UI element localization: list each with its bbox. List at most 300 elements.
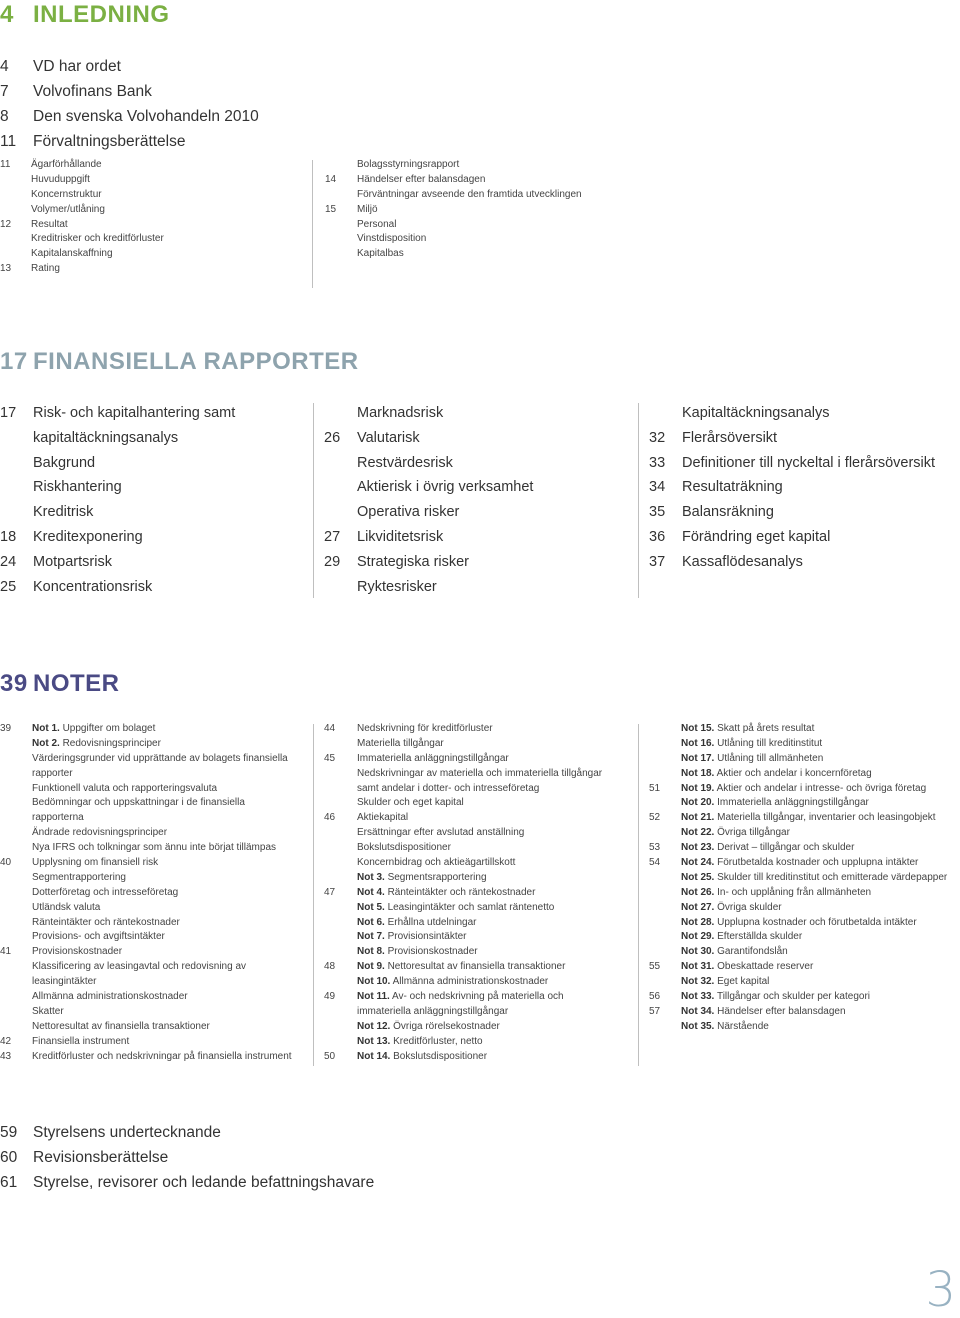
toc-item (0, 782, 310, 797)
toc-label: Motpartsrisk (33, 553, 112, 570)
toc-label (357, 841, 451, 856)
section-heading-noter (0, 670, 120, 698)
note-title: Segmentrapportering (32, 871, 126, 883)
toc-item (324, 945, 634, 960)
toc-page-number: 39 (0, 723, 12, 734)
note-title: Aktiekapital (357, 812, 409, 824)
toc-item (325, 218, 645, 233)
note-title: Kreditrisker och kreditförluster (31, 233, 164, 245)
toc-item (324, 1020, 634, 1035)
toc-page-number: 4 (0, 58, 9, 75)
toc-label (357, 826, 524, 841)
toc-item (649, 871, 960, 886)
toc-label (357, 767, 602, 782)
toc-label (32, 1050, 292, 1065)
toc-label: Riskhantering (33, 479, 122, 496)
toc-item (324, 500, 634, 525)
toc-item (0, 129, 186, 154)
note-title: Huvuduppgift (31, 173, 90, 185)
toc-label (32, 990, 188, 1005)
column-divider (313, 403, 314, 598)
toc-page-number: 18 (0, 528, 17, 545)
toc-label (681, 990, 870, 1005)
toc-label: Strategiska risker (357, 553, 470, 570)
toc-item (325, 203, 645, 218)
toc-item (649, 990, 960, 1005)
toc-item (0, 1005, 310, 1020)
toc-item (0, 550, 310, 575)
toc-page-number: 51 (649, 782, 661, 794)
toc-label (32, 975, 96, 990)
toc-label: Flerårsöversikt (682, 429, 778, 446)
toc-page-number: 44 (324, 723, 336, 734)
note-title: Erhållna utdelningar (387, 916, 477, 928)
toc-item (324, 426, 634, 451)
toc-page-number: 13 (0, 263, 12, 275)
toc-item (0, 525, 310, 550)
note-number: Not 23. (681, 842, 715, 854)
toc-label (357, 886, 535, 901)
toc-page-number: 25 (0, 578, 17, 595)
toc-label: kapitaltäckningsanalys (33, 429, 179, 446)
toc-label (32, 856, 158, 871)
toc-label (681, 826, 790, 841)
toc-page-number: 14 (325, 173, 337, 185)
toc-page-number: 41 (0, 946, 12, 958)
note-number: Not 14. (357, 1050, 391, 1062)
note-title: Övriga skulder (717, 901, 782, 913)
toc-label (357, 158, 459, 173)
toc-label (357, 960, 565, 975)
note-number: Not 10. (357, 976, 391, 988)
note-title: Materiella tillgångar (357, 737, 444, 749)
toc-label (681, 1020, 769, 1035)
note-number: Not 26. (681, 886, 715, 898)
toc-item (649, 722, 960, 737)
toc-item (324, 916, 634, 931)
toc-item (324, 401, 634, 426)
toc-label (357, 173, 485, 188)
toc-item (649, 401, 960, 426)
toc-page-number: 36 (649, 528, 666, 545)
note-title: Redovisningsprinciper (62, 737, 161, 749)
toc-label (32, 782, 217, 797)
toc-item (649, 930, 960, 945)
toc-page-number: 48 (324, 961, 336, 973)
toc-item (325, 232, 645, 247)
toc-label (681, 796, 869, 811)
column-divider (312, 160, 313, 288)
note-title: Vinstdisposition (357, 233, 427, 245)
toc-page-number: 40 (0, 857, 12, 869)
toc-label: Resultaträkning (682, 479, 783, 496)
toc-label: Volvofinans Bank (33, 83, 152, 100)
toc-item (324, 451, 634, 476)
note-title: Provisionsintäkter (387, 931, 467, 943)
note-title: rapporter (32, 767, 73, 779)
note-title: Materiella tillgångar, inventarier och leasingobjekt (717, 812, 936, 824)
toc-label: Kapitaltäckningsanalys (682, 405, 830, 421)
toc-label (32, 767, 73, 782)
toc-item (0, 990, 310, 1005)
toc-item (649, 500, 960, 525)
toc-label (32, 811, 84, 826)
toc-label: Marknadsrisk (357, 405, 444, 421)
toc-item (0, 79, 152, 104)
note-title: Upplupna kostnader och förutbetalda intäkter (717, 916, 917, 928)
toc-label (681, 811, 936, 826)
toc-label (681, 782, 926, 797)
toc-label (357, 1035, 483, 1050)
toc-item (0, 232, 310, 247)
note-number: Not 3. (357, 871, 385, 883)
toc-label (32, 871, 126, 886)
note-title: rapporterna (32, 812, 84, 824)
toc-label: Revisionsberättelse (33, 1149, 169, 1166)
note-number: Not 22. (681, 827, 715, 839)
toc-item (0, 796, 310, 811)
toc-label (681, 1005, 846, 1020)
toc-page-number: 60 (0, 1149, 18, 1166)
note-title: Ägarförhållande (31, 159, 102, 170)
toc-item (0, 886, 310, 901)
note-title: Av- och nedskrivning på materiella och (392, 991, 564, 1003)
toc-label: Risk- och kapitalhantering samt (33, 405, 236, 421)
toc-item (0, 218, 310, 233)
note-title: Kapitalbas (357, 248, 404, 260)
note-title: Klassificering av leasingavtal och redovisning av (32, 961, 247, 973)
toc-item (0, 500, 310, 525)
toc-label (681, 916, 917, 931)
toc-item (0, 856, 310, 871)
note-number: Not 11. (357, 991, 390, 1003)
toc-item (325, 188, 645, 203)
note-title: Volymer/utlåning (31, 203, 105, 215)
toc-item (0, 930, 310, 945)
note-number: Not 16. (681, 737, 715, 749)
noter-column-1 (0, 722, 310, 1064)
note-title: Provisions- och avgiftsintäkter (32, 931, 165, 943)
note-title: Bokslutsdispositioner (393, 1050, 488, 1062)
toc-item (0, 1050, 310, 1065)
toc-item (649, 767, 960, 782)
note-title: Upplysning om finansiell risk (32, 857, 159, 869)
toc-item (0, 722, 310, 737)
note-number: Not 18. (681, 767, 715, 779)
toc-item (0, 54, 121, 79)
note-title: Händelser efter balansdagen (357, 173, 486, 185)
note-number: Not 1. (32, 723, 60, 734)
noter-column-2 (324, 722, 634, 1064)
toc-item (0, 975, 310, 990)
toc-item (0, 945, 310, 960)
toc-label (681, 975, 769, 990)
toc-item (649, 811, 960, 826)
toc-page-number: 34 (649, 479, 666, 496)
toc-label (357, 232, 426, 247)
toc-item (649, 525, 960, 550)
toc-item (324, 975, 634, 990)
note-title: Segmentsrapportering (387, 871, 487, 883)
note-title: Eget kapital (717, 976, 770, 988)
toc-item (0, 767, 310, 782)
column-divider (638, 724, 639, 1066)
finansiella-column-1 (0, 401, 310, 599)
toc-item (324, 767, 634, 782)
note-title: Koncernbidrag och aktieägartillskott (357, 857, 516, 869)
note-title: Provisionskostnader (32, 946, 123, 958)
finansiella-column-3 (649, 401, 960, 575)
toc-item (324, 550, 634, 575)
toc-label (32, 1020, 210, 1035)
note-number: Not 9. (357, 961, 385, 973)
toc-item (649, 550, 960, 575)
note-title: Ränteintäkter och räntekostnader (387, 886, 536, 898)
toc-label (681, 856, 918, 871)
toc-item (325, 173, 645, 188)
toc-item (0, 1035, 310, 1050)
toc-label: Kassaflödesanalys (682, 553, 803, 570)
note-number: Not 28. (681, 916, 715, 928)
note-title: Skulder till kreditinstitut och emitterade värdepapper (717, 871, 948, 883)
note-number: Not 24. (681, 857, 715, 869)
section-page-number: 17 (0, 348, 28, 375)
toc-label (681, 737, 822, 752)
note-title: Personal (357, 218, 397, 230)
section-title: INLEDNING (33, 1, 170, 28)
toc-item (0, 575, 310, 600)
note-number: Not 33. (681, 991, 715, 1003)
toc-item (324, 841, 634, 856)
toc-label (357, 901, 554, 916)
note-title: Efterställda skulder (717, 931, 803, 943)
note-title: Nya IFRS och tolkningar som ännu inte börjat tillämpas (32, 842, 277, 854)
note-title: Värderingsgrunder vid upprättande av bolagets finansiella (32, 752, 288, 764)
toc-item (649, 1020, 960, 1035)
toc-label (31, 218, 68, 233)
toc-label: Definitioner till nyckeltal i flerårsöversikt (682, 454, 936, 471)
note-title: Övriga tillgångar (717, 827, 790, 839)
note-title: Aktier och andelar i koncernföretag (716, 767, 872, 779)
note-title: Tillgångar och skulder per kategori (716, 991, 870, 1003)
note-title: Kreditförluster, netto (393, 1035, 483, 1047)
toc-item (0, 426, 310, 451)
note-number: Not 31. (681, 961, 715, 973)
note-title: immateriella anläggningstillgångar (357, 1005, 509, 1017)
toc-label: Förändring eget kapital (682, 528, 831, 545)
toc-label: Koncentrationsrisk (33, 578, 153, 595)
toc-item (649, 451, 960, 476)
toc-label (357, 188, 582, 203)
toc-label (32, 930, 165, 945)
toc-page-number: 53 (649, 842, 661, 854)
note-title: In- och upplåning från allmänheten (717, 886, 872, 898)
toc-label: Valutarisk (357, 429, 420, 446)
toc-item (324, 886, 634, 901)
toc-label: Ryktesrisker (357, 578, 437, 595)
note-title: Utländsk valuta (32, 901, 101, 913)
toc-item (0, 451, 310, 476)
toc-label: Styrelsens undertecknande (33, 1124, 221, 1141)
toc-item (649, 960, 960, 975)
toc-item (0, 158, 310, 173)
toc-item (0, 104, 259, 129)
toc-page-number: 11 (0, 133, 17, 150)
toc-page-number: 27 (324, 528, 341, 545)
toc-label: Restvärdesrisk (357, 454, 453, 471)
toc-item (324, 901, 634, 916)
toc-label (357, 930, 466, 945)
note-title: Utlåning till kreditinstitut (717, 737, 823, 749)
page-number: 3 (925, 1262, 956, 1318)
toc-label: Styrelse, revisorer och ledande befattningshavare (33, 1174, 375, 1191)
note-title: Förväntningar avseende den framtida utvecklingen (357, 188, 582, 200)
note-title: Nedskrivningar av materiella och immateriella tillgångar (357, 767, 603, 779)
toc-item (649, 841, 960, 856)
toc-label (31, 188, 102, 203)
toc-page-number: 12 (0, 218, 12, 230)
toc-label (681, 930, 802, 945)
toc-label (32, 722, 155, 737)
toc-item (0, 901, 310, 916)
toc-page-number: 49 (324, 991, 336, 1003)
toc-page-number: 37 (649, 553, 666, 570)
inledning-sub-list-right (325, 158, 645, 262)
toc-label (357, 722, 493, 737)
toc-label: Kreditrisk (33, 504, 94, 521)
toc-label: Aktierisk i övrig verksamhet (357, 479, 534, 496)
toc-item (324, 990, 634, 1005)
toc-item (0, 737, 310, 752)
toc-page-number: 24 (0, 553, 17, 570)
note-title: Skatt på årets resultat (717, 723, 815, 734)
toc-item (324, 871, 634, 886)
note-number: Not 30. (681, 946, 715, 958)
toc-page-number: 33 (649, 454, 666, 471)
toc-label (681, 886, 871, 901)
note-title: Rating (31, 263, 60, 275)
section-page-number: 39 (0, 670, 28, 697)
toc-label (681, 752, 823, 767)
note-title: Dotterföretag och intresseföretag (32, 886, 179, 898)
toc-label (357, 218, 396, 233)
note-title: Aktier och andelar i intresse- och övriga företag (716, 782, 927, 794)
note-number: Not 34. (681, 1005, 715, 1017)
toc-page-number: 15 (325, 203, 337, 215)
toc-label (681, 871, 947, 886)
toc-label (357, 811, 408, 826)
noter-column-3 (649, 722, 960, 1035)
note-number: Not 2. (32, 737, 60, 749)
note-title: Funktionell valuta och rapporteringsvaluta (32, 782, 218, 794)
toc-page-number: 32 (649, 429, 666, 446)
toc-item (324, 826, 634, 841)
toc-item (649, 975, 960, 990)
note-number: Not 5. (357, 901, 385, 913)
toc-item (324, 475, 634, 500)
toc-item (0, 1145, 168, 1170)
toc-item (324, 782, 634, 797)
section-title: NOTER (33, 670, 120, 697)
toc-page-number: 43 (0, 1050, 12, 1062)
finansiella-column-2 (324, 401, 634, 599)
note-title: Provisionskostnader (387, 946, 478, 958)
section-heading-finansiella (0, 348, 359, 376)
toc-item (0, 871, 310, 886)
toc-item (0, 475, 310, 500)
toc-label (32, 901, 100, 916)
toc-label: Kreditexponering (33, 528, 143, 545)
note-title: Immateriella anläggningstillgångar (717, 797, 869, 809)
toc-page-number: 42 (0, 1035, 12, 1047)
toc-item (325, 247, 645, 262)
note-title: Ändrade redovisningsprinciper (32, 827, 168, 839)
toc-page-number: 7 (0, 83, 9, 100)
toc-item (324, 856, 634, 871)
toc-label (681, 841, 854, 856)
note-title: Finansiella instrument (32, 1035, 130, 1047)
toc-page-number: 57 (649, 1005, 661, 1017)
toc-label (357, 856, 515, 871)
note-number: Not 20. (681, 797, 715, 809)
note-number: Not 21. (681, 812, 715, 824)
note-title: Utlåning till allmänheten (717, 752, 824, 764)
toc-label (32, 960, 246, 975)
toc-item (649, 752, 960, 767)
toc-label (357, 247, 404, 262)
note-number: Not 27. (681, 901, 715, 913)
toc-page-number: 11 (0, 159, 11, 170)
toc-item (649, 782, 960, 797)
toc-label (681, 767, 872, 782)
toc-page-number: 52 (649, 812, 661, 824)
toc-label: Den svenska Volvohandeln 2010 (33, 108, 259, 125)
toc-label (357, 782, 539, 797)
toc-item (649, 1005, 960, 1020)
toc-item (0, 188, 310, 203)
toc-label (32, 796, 245, 811)
note-number: Not 7. (357, 931, 385, 943)
toc-item (0, 916, 310, 931)
toc-item (324, 930, 634, 945)
toc-label (681, 901, 782, 916)
note-number: Not 15. (681, 723, 715, 734)
note-title: Skatter (32, 1005, 64, 1017)
note-number: Not 12. (357, 1020, 391, 1032)
inledning-sub-list-left (0, 158, 310, 277)
note-title: Kapitalanskaffning (31, 248, 113, 260)
note-title: Garantifondslån (717, 946, 788, 958)
toc-page-number: 29 (324, 553, 341, 570)
section-title: FINANSIELLA RAPPORTER (33, 348, 359, 375)
note-title: Närstående (717, 1020, 769, 1032)
toc-item (324, 1035, 634, 1050)
toc-label (357, 916, 477, 931)
note-title: Övriga rörelsekostnader (393, 1020, 500, 1032)
toc-page-number: 45 (324, 752, 336, 764)
toc-item (649, 426, 960, 451)
toc-item (325, 158, 645, 173)
toc-item (649, 945, 960, 960)
toc-item (649, 856, 960, 871)
toc-label (357, 1005, 508, 1020)
toc-label (32, 1035, 129, 1050)
note-number: Not 32. (681, 976, 715, 988)
section-heading-inledning (0, 1, 170, 29)
note-title: Uppgifter om bolaget (62, 723, 156, 734)
note-number: Not 13. (357, 1035, 391, 1047)
note-title: Skulder och eget kapital (357, 797, 464, 809)
